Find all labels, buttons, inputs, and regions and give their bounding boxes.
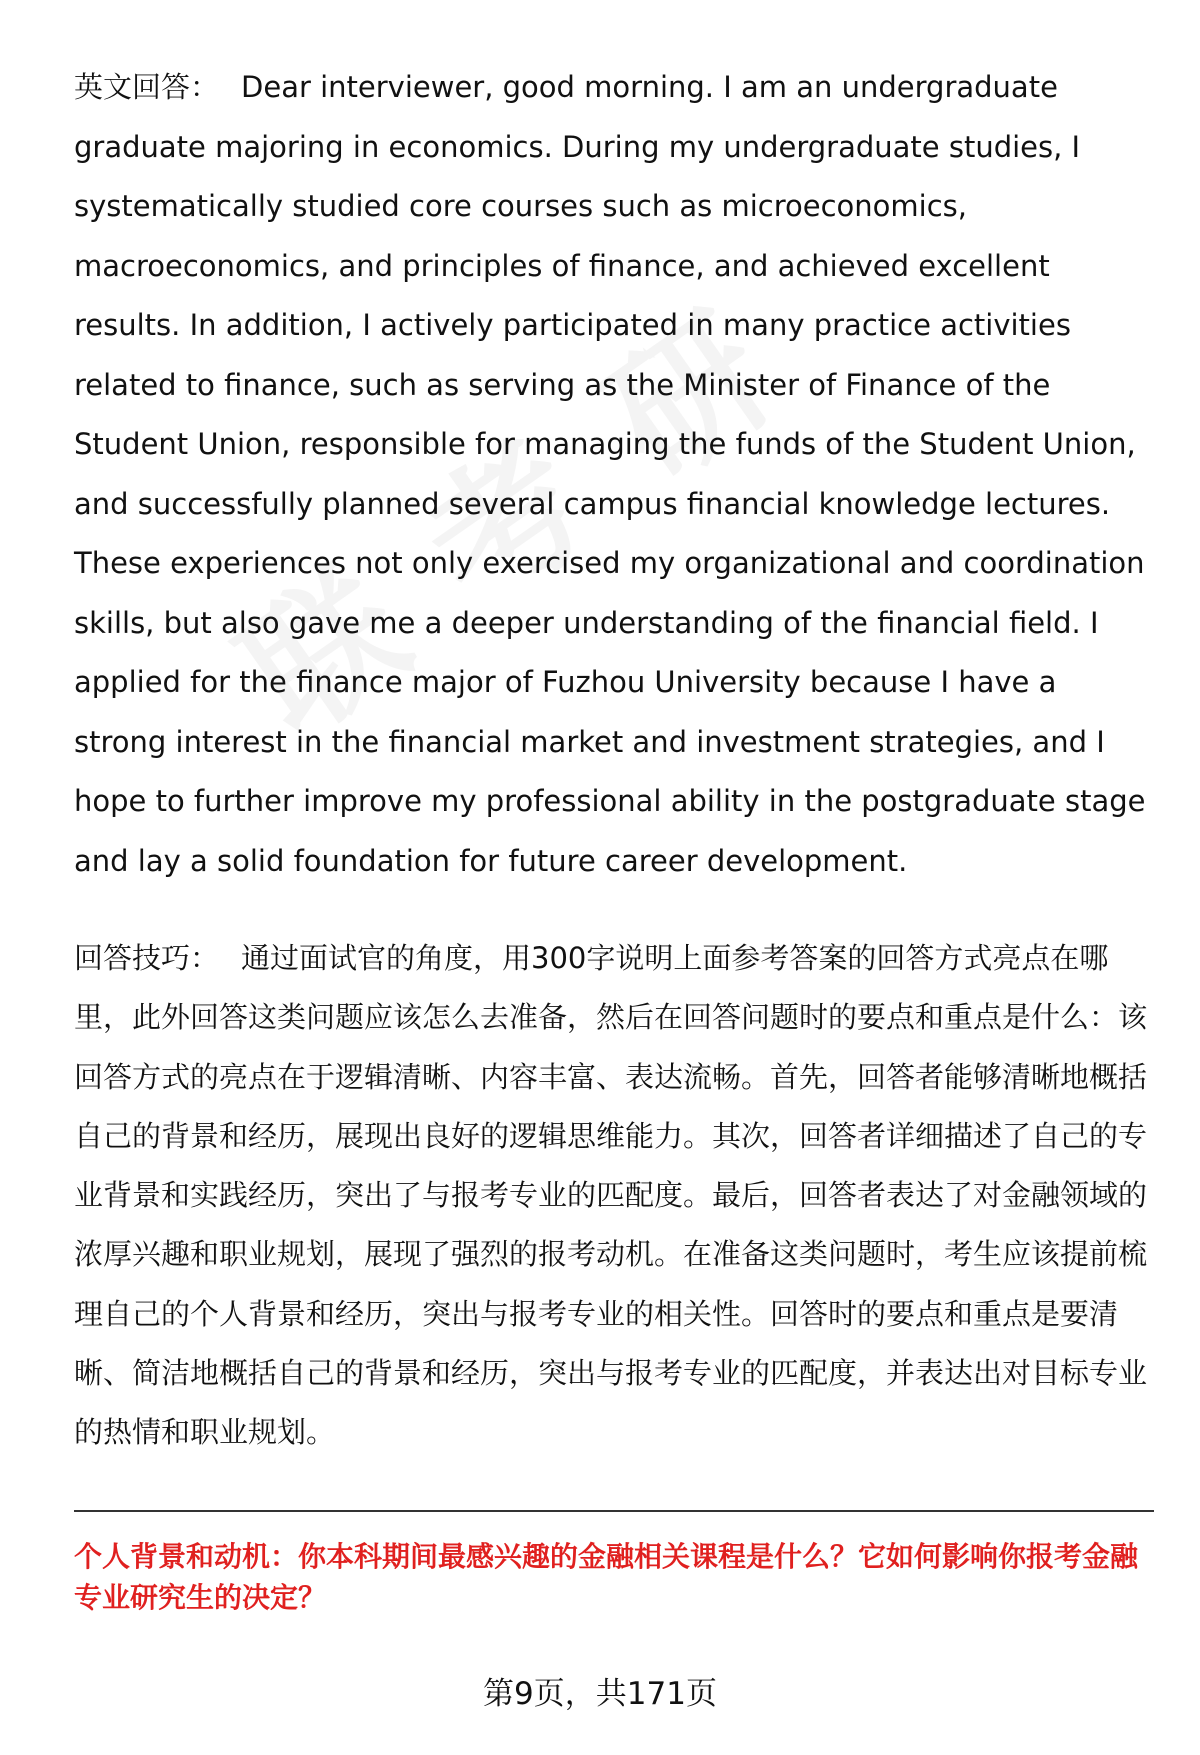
english-answer-paragraph bbox=[74, 58, 1154, 891]
english-answer-label: 英文回答： bbox=[74, 70, 220, 104]
english-answer-text: Dear interviewer, good morning. I am an undergraduate graduate majoring in economics. During my undergraduate studies, I systematically studied core courses such as microeconomics, macroeconomics, and principles of finance, and achieved excellent results. In addition, I actively participated in many practice activities related to finance, such as serving as the Minister of Finance of the Student Union, responsible for managing the funds of the Student Union, and successfully planned several campus financial knowledge lectures. These experiences not only exercised my organizational and coordination skills, but also gave me a deeper understanding of the financial field. I applied for the finance major of Fuzhou University because I have a strong interest in the financial market and investment strategies, and I hope to further improve my professional ability in the postgraduate stage and lay a solid foundation for future career development. bbox=[74, 70, 1146, 878]
answer-tips-label: 回答技巧： bbox=[74, 941, 220, 975]
page-number: 第9页，共171页 bbox=[483, 1676, 717, 1712]
next-question-heading: 个人背景和动机：你本科期间最感兴趣的金融相关课程是什么？它如何影响你报考金融专业研究生的决定？ bbox=[74, 1540, 1139, 1614]
content bbox=[74, 58, 1154, 1463]
answer-tips-paragraph bbox=[74, 929, 1154, 1463]
answer-tips-text: 通过面试官的角度，用300字说明上面参考答案的回答方式亮点在哪里，此外回答这类问题应该怎么去准备，然后在回答问题时的要点和重点是什么：该回答方式的亮点在于逻辑清晰、内容丰富、表达流畅。首先，回答者能够清晰地概括自己的背景和经历，展现出良好的逻辑思维能力。其次，回答者详细描述了自己的专业背景和实践经历，突出了与报考专业的匹配度。最后，回答者表达了对金融领域的浓厚兴趣和职业规划，展现了强烈的报考动机。在准备这类问题时，考生应该提前梳理自己的个人背景和经历，突出与报考专业的相关性。回答时的要点和重点是要清晰、简洁地概括自己的背景和经历，突出与报考专业的匹配度，并表达出对目标专业的热情和职业规划。 bbox=[74, 941, 1148, 1450]
section-divider bbox=[74, 1510, 1154, 1512]
